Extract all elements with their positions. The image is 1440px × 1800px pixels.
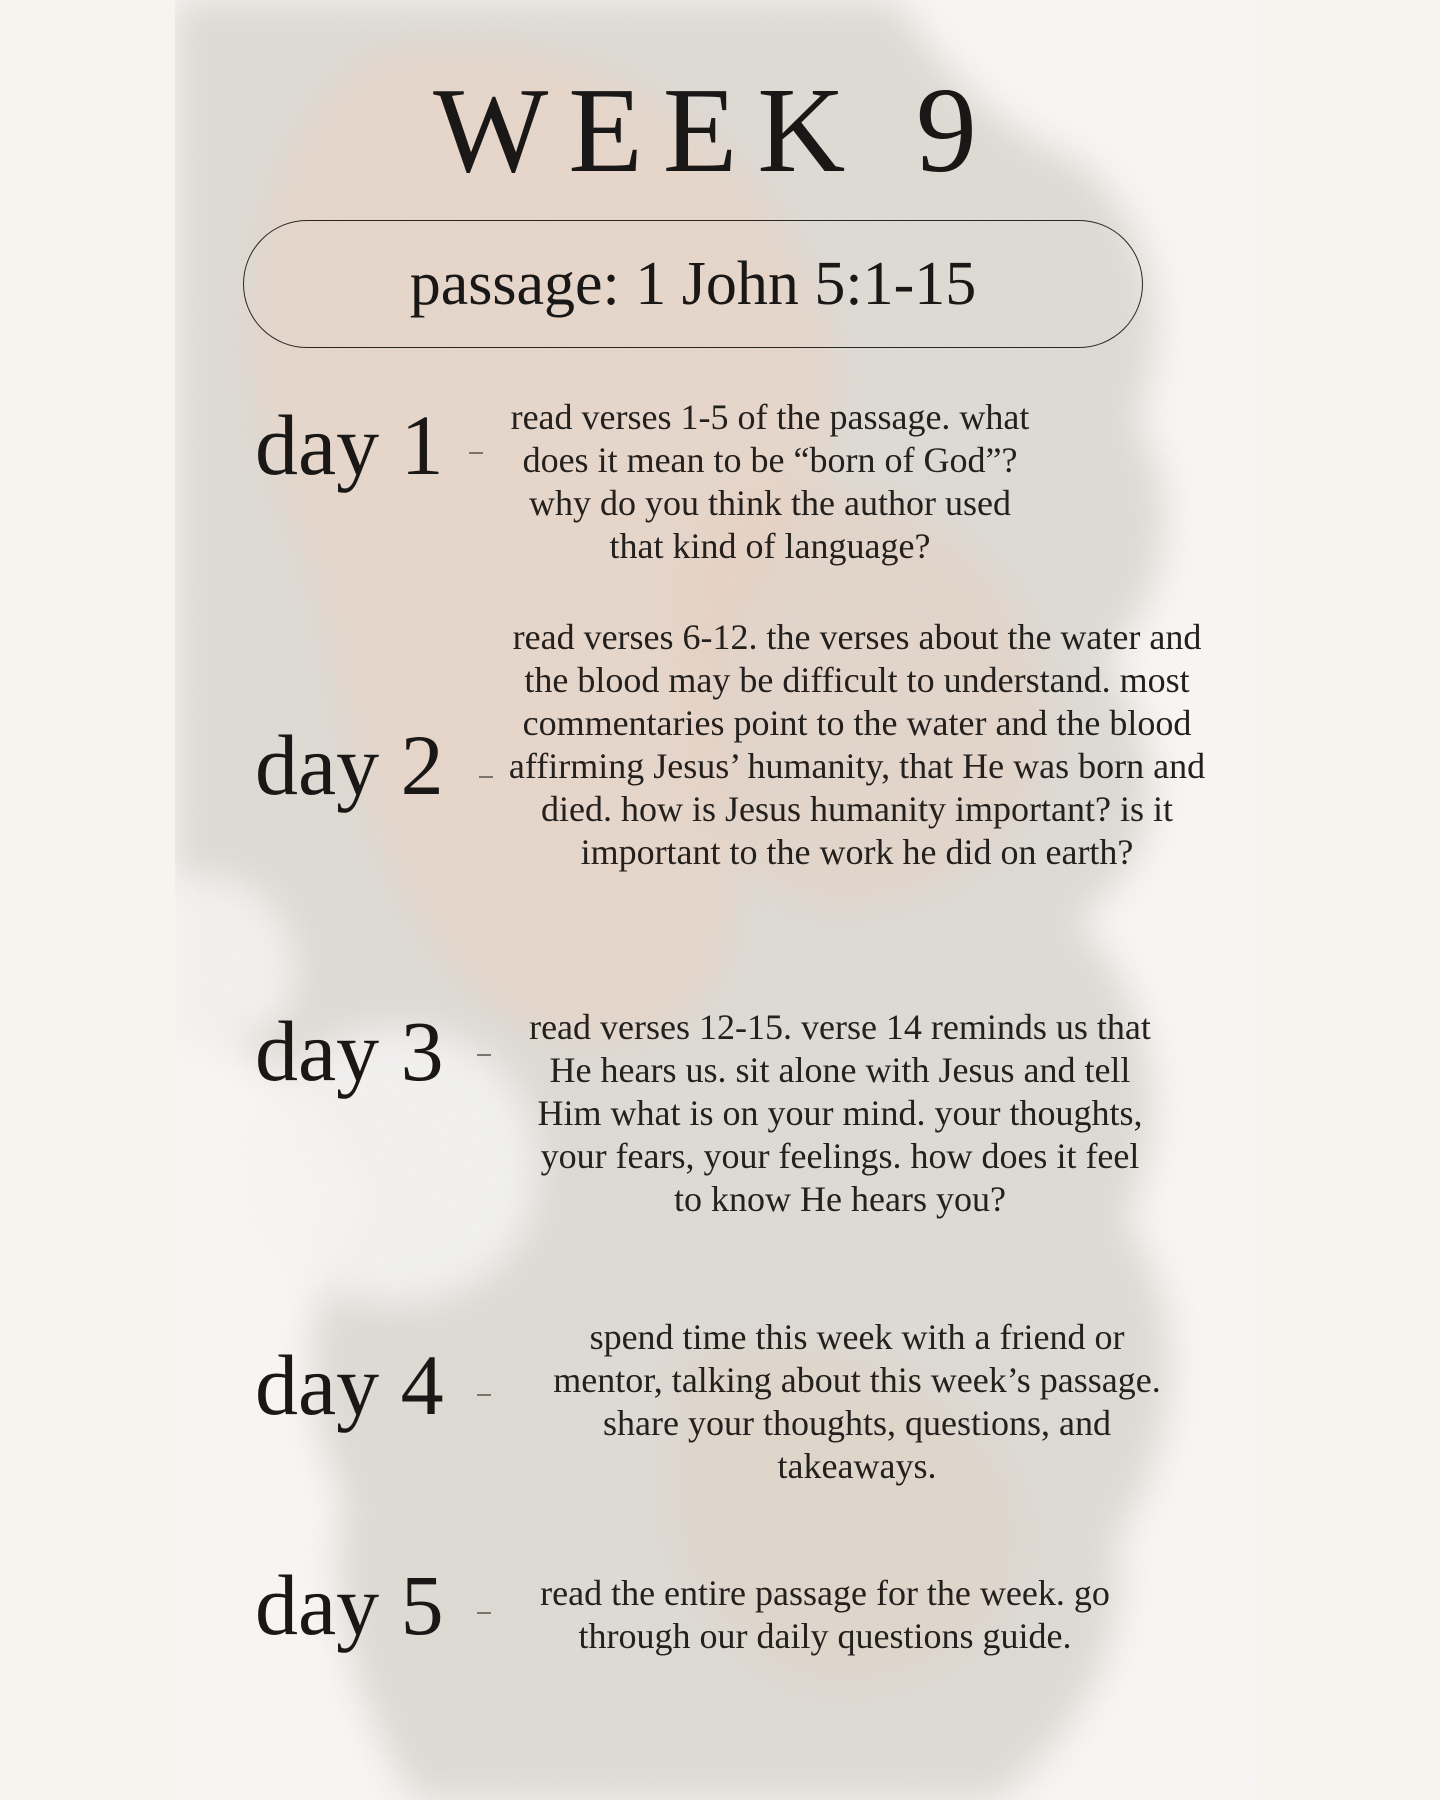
- day-question: read verses 12-15. verse 14 reminds us that He hears us. sit alone with Jesus and tell Him what is on your mind. your thoughts, your fears, your feelings. how does it feel to know He hears you?: [529, 1007, 1151, 1219]
- day-label: day 2: [255, 717, 444, 813]
- day-label: day 3: [255, 1003, 444, 1099]
- passage-text: passage: 1 John 5:1-15: [409, 249, 977, 318]
- dash-divider: [479, 776, 493, 778]
- day-label: day 1: [255, 397, 444, 493]
- passage-banner: [243, 220, 1143, 348]
- dash-divider: [477, 1394, 491, 1396]
- dash-divider: [477, 1612, 491, 1614]
- day-label: day 5: [255, 1557, 444, 1653]
- dash-divider: [469, 452, 483, 454]
- dash-divider: [477, 1054, 491, 1056]
- day-question: spend time this week with a friend or mentor, talking about this week’s passage. share your thoughts, questions, and takeaways.: [553, 1317, 1161, 1486]
- reading-plan-card: [175, 0, 1255, 1800]
- day-question: read verses 1-5 of the passage. what does it mean to be “born of God”? why do you think the author used that kind of language?: [510, 397, 1030, 566]
- week-title: WEEK 9: [433, 63, 997, 198]
- day-question: read verses 6-12. the verses about the water and the blood may be difficult to understand. most commentaries point to the water and the blood affirming Jesus’ humanity, that He was born and died. how is Jesus humanity important? is it important to the work he did on earth?: [508, 617, 1206, 872]
- day-question: read the entire passage for the week. go through our daily questions guide.: [540, 1573, 1110, 1656]
- day-label: day 4: [255, 1337, 444, 1433]
